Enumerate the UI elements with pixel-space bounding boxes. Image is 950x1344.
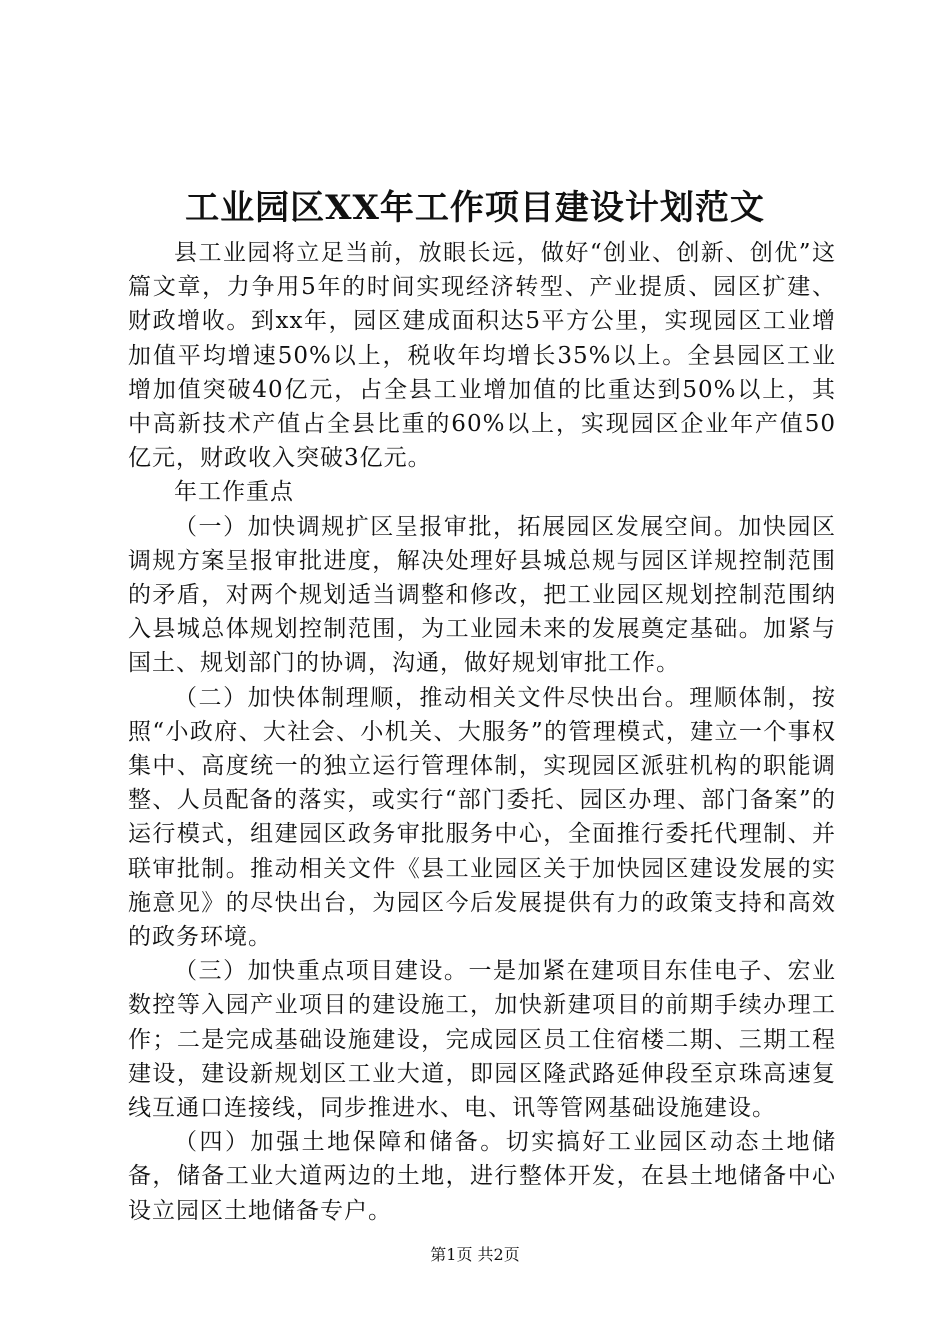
item-paragraph-2: （二）加快体制理顺，推动相关文件尽快出台。理顺体制，按照“小政府、大社会、小机关、大服务”的管理模式，建立一个事权集中、高度统一的独立运行管理体制，实现园区派驻机构的职能调整、人员配备的落实，或实行“部门委托、园区办理、部门备案”的运行模式，组建园区政务审批服务中心，全面推行委托代理制、并联审批制。推动相关文件《县工业园区关于加快园区建设发展的实施意见》的尽快出台，为园区今后发展提供有力的政策支持和高效的政务环境。 <box>128 684 836 951</box>
section-heading: 年工作重点 <box>174 479 294 506</box>
document-title: 工业园区XX年工作项目建设计划范文 <box>185 188 765 228</box>
item-paragraph-4: （四）加强土地保障和储备。切实搞好工业园区动态土地储备，储备工业大道两边的土地，进行整体开发，在县土地储备中心设立园区土地储备专户。 <box>128 1129 836 1224</box>
document-body <box>128 236 836 1228</box>
item-paragraph-1: （一）加快调规扩区呈报审批，拓展园区发展空间。加快园区调规方案呈报审批进度，解决处理好县城总规与园区详规控制范围的矛盾，对两个规划适当调整和修改，把工业园区规划控制范围纳入县城总体规划控制范围，为工业园未来的发展奠定基础。加紧与国土、规划部门的协调，沟通，做好规划审批工作。 <box>128 513 836 677</box>
page-number-footer: 第1页 共2页 <box>430 1245 520 1264</box>
item-paragraph-3: （三）加快重点项目建设。一是加紧在建项目东佳电子、宏业数控等入园产业项目的建设施工，加快新建项目的前期手续办理工作；二是完成基础设施建设，完成园区员工住宿楼二期、三期工程建设，建设新规划区工业大道，即园区隆武路延伸段至京珠高速复线互通口连接线，同步推进水、电、讯等管网基础设施建设。 <box>128 958 836 1122</box>
intro-paragraph: 县工业园将立足当前，放眼长远，做好“创业、创新、创优”这篇文章，力争用5年的时间实现经济转型、产业提质、园区扩建、财政增收。到xx年，园区建成面积达5平方公里，实现园区工业增加值平均增速50%以上，税收年均增长35%以上。全县园区工业增加值突破40亿元，占全县工业增加值的比重达到50%以上，其中高新技术产值占全县比重的60%以上，实现园区企业年产值50亿元，财政收入突破3亿元。 <box>128 240 836 472</box>
